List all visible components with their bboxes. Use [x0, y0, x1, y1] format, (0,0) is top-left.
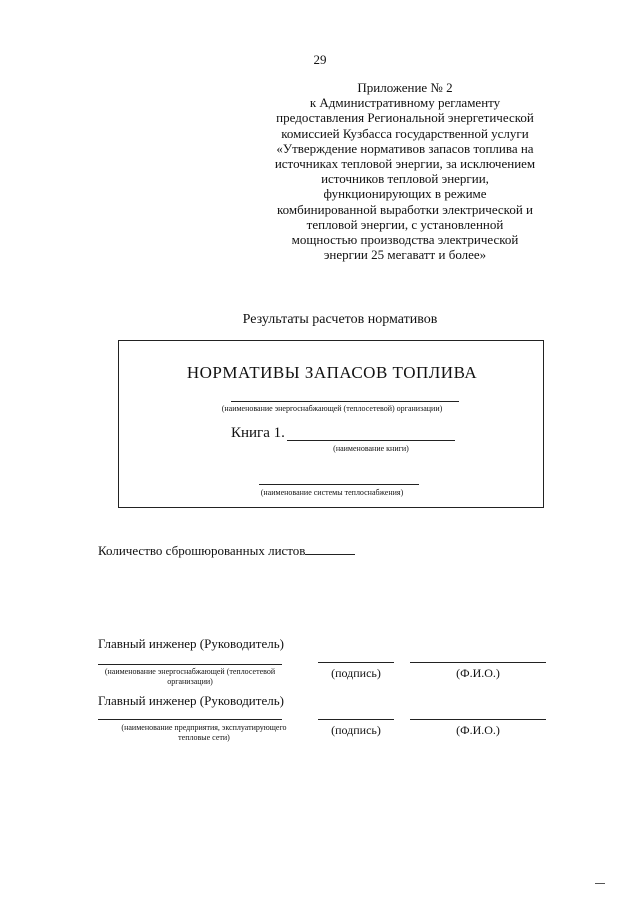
title-page-box: [118, 340, 544, 508]
appendix-line: функционирующих в режиме: [323, 186, 487, 202]
org-name-caption: (наименование энергоснабжающей (теплосетевой) организации): [221, 404, 443, 413]
book-label: Книга 1.: [231, 425, 285, 441]
org-caption: (наименование предприятия, эксплуатирующего: [121, 723, 287, 732]
appendix-line: к Административному регламенту: [309, 95, 501, 111]
appendix-line: энергии 25 мегаватт и более»: [323, 247, 487, 263]
org-signature-line: [98, 664, 282, 665]
appendix-line: комиссией Кузбасса государственной услуги: [281, 125, 529, 141]
book-name-caption: (наименование книги): [333, 444, 409, 453]
sheets-count-blank: [305, 554, 355, 555]
corner-mark: [595, 883, 605, 884]
appendix-line: предоставления Региональной энергетической: [276, 110, 534, 126]
appendix-header: [255, 80, 555, 262]
signature-line: [318, 719, 394, 720]
heat-system-caption: (наименование системы теплоснабжения): [260, 488, 404, 497]
org-caption: тепловые сети): [178, 733, 230, 742]
org-caption: (наименование энергоснабжающей (теплосетевой: [104, 667, 276, 676]
signer-role: Главный инженер (Руководитель): [98, 693, 284, 708]
signature-line: [318, 662, 394, 663]
appendix-line: комбинированной выработки электрической и: [276, 201, 534, 217]
appendix-line: Приложение № 2: [357, 80, 453, 95]
sheets-count: [98, 543, 355, 559]
org-name-line: [231, 401, 459, 402]
org-signature-line: [98, 719, 282, 720]
full-name-line: [410, 662, 546, 663]
appendix-line: источниках тепловой энергии, за исключением: [274, 156, 536, 172]
full-name-label: (Ф.И.О.): [456, 723, 500, 737]
page-number: 29: [313, 52, 327, 67]
book-name-line: [287, 440, 455, 441]
signature-label: (подпись): [331, 723, 381, 737]
signature-label: (подпись): [331, 666, 381, 680]
heat-system-line: [259, 484, 419, 485]
full-name-label: (Ф.И.О.): [456, 666, 500, 680]
org-caption: организации): [167, 677, 213, 686]
norms-title: НОРМАТИВЫ ЗАПАСОВ ТОПЛИВА: [186, 363, 478, 382]
appendix-line: тепловой энергии, с установленной: [306, 216, 504, 232]
appendix-line: мощностью производства электрической: [291, 232, 519, 248]
appendix-line: «Утверждение нормативов запасов топлива на: [276, 140, 534, 156]
signer-role: Главный инженер (Руководитель): [98, 636, 284, 651]
appendix-line: источников тепловой энергии,: [321, 171, 489, 187]
full-name-line: [410, 719, 546, 720]
sheets-count-label: Количество сброшюрованных листов: [98, 543, 306, 558]
results-heading: Результаты расчетов нормативов: [242, 312, 438, 327]
